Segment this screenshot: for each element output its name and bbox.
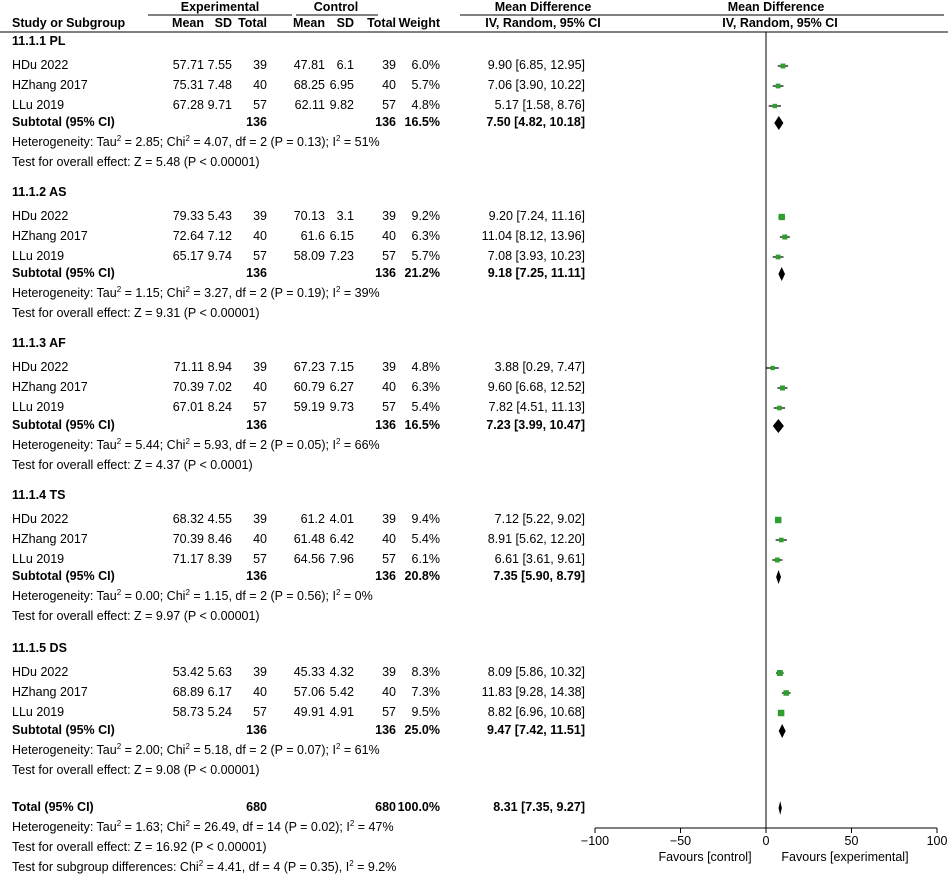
c-sd: 4.32 xyxy=(329,665,354,679)
ci-value: 9.20 [7.24, 11.16] xyxy=(488,209,585,223)
e-mean: 70.39 xyxy=(172,532,204,546)
c-mean: 58.09 xyxy=(293,249,325,263)
superscript: 2 xyxy=(116,437,122,446)
weight: 6.1% xyxy=(411,552,440,566)
sub-part: Test for subgroup differences: Chi xyxy=(12,860,199,874)
c-total: 57 xyxy=(382,98,396,112)
c-mean: 61.6 xyxy=(300,229,325,243)
het-part: Heterogeneity: Tau xyxy=(12,135,117,149)
overall-effect-text: Test for overall effect: Z = 4.37 (P < 0.0001) xyxy=(12,458,253,472)
e-sd: 5.63 xyxy=(207,665,232,679)
e-mean: 75.31 xyxy=(172,78,204,92)
ci-value: 11.83 [9.28, 14.38] xyxy=(481,685,585,699)
study-square xyxy=(770,366,774,370)
study-name: LLu 2019 xyxy=(12,98,65,112)
study-name: HZhang 2017 xyxy=(12,229,88,243)
study-name: HDu 2022 xyxy=(12,58,69,72)
c-sd: 6.42 xyxy=(329,532,354,546)
c-sd: 6.15 xyxy=(329,229,354,243)
e-total: 57 xyxy=(253,705,267,719)
c-total: 39 xyxy=(382,665,396,679)
subgroup-title: 11.1.5 DS xyxy=(12,641,67,655)
c-sd: 7.23 xyxy=(329,249,354,263)
subtotal-diamond xyxy=(776,570,781,584)
c-total: 39 xyxy=(382,58,396,72)
total-weight: 100.0% xyxy=(397,800,440,814)
x-tick-label: 100 xyxy=(926,834,948,848)
ci-value: 8.82 [6.96, 10.68] xyxy=(487,705,585,719)
c-total: 40 xyxy=(382,532,396,546)
c-total: 57 xyxy=(382,400,396,414)
overall-effect-text: Test for overall effect: Z = 9.31 (P < 0.00001) xyxy=(12,306,260,320)
x-tick-label: 50 xyxy=(844,834,859,848)
e-sd: 7.55 xyxy=(207,58,232,72)
subtotal-e-total: 136 xyxy=(246,418,267,432)
ci-value: 6.61 [3.61, 9.61] xyxy=(494,552,585,566)
superscript: 2 xyxy=(116,819,122,828)
e-total: 40 xyxy=(253,229,267,243)
c-sd: 7.15 xyxy=(329,360,354,374)
study-name: LLu 2019 xyxy=(12,400,65,414)
study-square xyxy=(779,538,784,543)
weight: 4.8% xyxy=(411,98,440,112)
weight: 6.3% xyxy=(411,229,440,243)
study-name: HZhang 2017 xyxy=(12,532,88,546)
study-name: HZhang 2017 xyxy=(12,78,88,92)
c-sd: 5.42 xyxy=(329,685,354,699)
ci-value: 7.12 [5.22, 9.02] xyxy=(494,512,585,526)
e-total: 57 xyxy=(253,552,267,566)
c-mean: 70.13 xyxy=(293,209,325,223)
e-total: 57 xyxy=(253,98,267,112)
subtotal-c-total: 136 xyxy=(375,266,396,280)
e-mean: 68.89 xyxy=(172,685,204,699)
superscript: 2 xyxy=(185,742,190,751)
e-total: 39 xyxy=(253,360,267,374)
superscript: 2 xyxy=(335,588,341,597)
subtotal-weight: 16.5% xyxy=(404,115,440,129)
weight: 9.2% xyxy=(411,209,440,223)
study-name: HDu 2022 xyxy=(12,209,69,223)
c-sd: 7.96 xyxy=(329,552,354,566)
c-mean: 61.48 xyxy=(293,532,325,546)
c-mean: 62.11 xyxy=(294,98,325,112)
ci-value: 8.09 [5.86, 10.32] xyxy=(487,665,585,679)
e-total: 39 xyxy=(253,665,267,679)
het-part: = 47% xyxy=(354,820,394,834)
e-total: 40 xyxy=(253,78,267,92)
ci-value: 8.91 [5.62, 12.20] xyxy=(487,532,585,546)
study-square xyxy=(775,517,781,523)
het-part: = 3.27, df = 2 (P = 0.19); I xyxy=(189,286,336,300)
e-sd: 6.17 xyxy=(207,685,232,699)
header-e-sd: SD xyxy=(214,16,232,30)
header-experimental: Experimental xyxy=(180,0,260,14)
subtotal-ci: 7.50 [4.82, 10.18] xyxy=(486,115,585,129)
c-mean: 59.19 xyxy=(293,400,325,414)
het-part: = 26.49, df = 14 (P = 0.02); I xyxy=(189,820,350,834)
het-part: = 1.63; Chi xyxy=(121,820,186,834)
header-e-mean: Mean xyxy=(172,16,204,30)
e-mean: 67.28 xyxy=(172,98,204,112)
favours-control-label: Favours [control] xyxy=(658,850,752,864)
superscript: 2 xyxy=(335,285,341,294)
het-part: = 51% xyxy=(340,135,380,149)
het-part: = 2.00; Chi xyxy=(121,743,186,757)
favours-experimental-label: Favours [experimental] xyxy=(781,850,909,864)
c-total: 39 xyxy=(382,360,396,374)
header-e-total: Total xyxy=(238,16,267,30)
c-total: 40 xyxy=(382,78,396,92)
subtotal-c-total: 136 xyxy=(375,569,396,583)
header-c-sd: SD xyxy=(336,16,354,30)
weight: 9.5% xyxy=(411,705,440,719)
weight: 5.7% xyxy=(411,249,440,263)
subgroup-title: 11.1.2 AS xyxy=(12,185,67,199)
e-mean: 58.73 xyxy=(172,705,204,719)
subtotal-e-total: 136 xyxy=(246,266,267,280)
sub-part: = 9.2% xyxy=(353,860,397,874)
superscript: 2 xyxy=(185,588,190,597)
study-name: HDu 2022 xyxy=(12,665,69,679)
c-total: 39 xyxy=(382,512,396,526)
superscript: 2 xyxy=(185,437,190,446)
c-total: 39 xyxy=(382,209,396,223)
e-sd: 8.39 xyxy=(207,552,232,566)
total-diamond xyxy=(779,801,782,815)
e-mean: 71.17 xyxy=(172,552,204,566)
study-square xyxy=(777,670,783,676)
e-mean: 68.32 xyxy=(172,512,204,526)
header-c-mean: Mean xyxy=(293,16,325,30)
study-square xyxy=(780,64,785,69)
e-sd: 5.24 xyxy=(207,705,232,719)
ci-value: 7.06 [3.90, 10.22] xyxy=(487,78,585,92)
het-part: Heterogeneity: Tau xyxy=(12,743,117,757)
e-total: 40 xyxy=(253,532,267,546)
het-part: = 1.15, df = 2 (P = 0.56); I xyxy=(189,589,336,603)
study-square xyxy=(778,710,784,716)
ci-value: 3.88 [0.29, 7.47] xyxy=(494,360,585,374)
subtotal-e-total: 136 xyxy=(246,569,267,583)
e-total: 39 xyxy=(253,58,267,72)
het-part: Heterogeneity: Tau xyxy=(12,820,117,834)
e-mean: 57.71 xyxy=(172,58,204,72)
study-square xyxy=(782,234,787,239)
e-total: 39 xyxy=(253,512,267,526)
e-total: 57 xyxy=(253,249,267,263)
superscript: 2 xyxy=(116,742,122,751)
c-sd: 3.1 xyxy=(336,209,354,223)
c-mean: 57.06 xyxy=(293,685,325,699)
study-name: HZhang 2017 xyxy=(12,380,88,394)
superscript: 2 xyxy=(116,588,122,597)
e-total: 39 xyxy=(253,209,267,223)
study-name: HDu 2022 xyxy=(12,512,69,526)
c-mean: 61.2 xyxy=(300,512,325,526)
total-e-total: 680 xyxy=(246,800,267,814)
e-sd: 4.55 xyxy=(207,512,232,526)
subtotal-diamond xyxy=(774,116,783,130)
c-sd: 6.27 xyxy=(329,380,354,394)
study-square xyxy=(775,558,780,563)
header-study: Study or Subgroup xyxy=(12,16,126,30)
c-total: 40 xyxy=(382,229,396,243)
subgroup-title: 11.1.3 AF xyxy=(12,336,66,350)
c-sd: 9.73 xyxy=(329,400,354,414)
sub-part: = 4.41, df = 4 (P = 0.35), I xyxy=(203,860,350,874)
weight: 4.8% xyxy=(411,360,440,374)
superscript: 2 xyxy=(349,819,355,828)
e-sd: 9.71 xyxy=(207,98,232,112)
het-part: = 0% xyxy=(340,589,373,603)
het-part: = 66% xyxy=(340,438,380,452)
total-label: Total (95% CI) xyxy=(12,800,94,814)
weight: 5.4% xyxy=(411,400,440,414)
study-square xyxy=(777,406,782,411)
study-square xyxy=(783,690,788,695)
c-total: 40 xyxy=(382,685,396,699)
subtotal-diamond xyxy=(773,419,784,433)
subtotal-ci: 7.23 [3.99, 10.47] xyxy=(486,418,585,432)
header-mean-difference: Mean Difference xyxy=(494,0,592,14)
e-total: 57 xyxy=(253,400,267,414)
subtotal-e-total: 136 xyxy=(246,115,267,129)
e-sd: 8.94 xyxy=(207,360,232,374)
subtotal-diamond xyxy=(778,267,785,281)
e-sd: 8.24 xyxy=(207,400,232,414)
e-sd: 8.46 xyxy=(207,532,232,546)
het-part: = 0.00; Chi xyxy=(121,589,186,603)
het-part: Heterogeneity: Tau xyxy=(12,438,117,452)
subtotal-weight: 25.0% xyxy=(404,723,440,737)
het-part: = 1.15; Chi xyxy=(121,286,186,300)
x-tick-label: 0 xyxy=(762,834,770,848)
superscript: 2 xyxy=(198,859,204,868)
c-mean: 49.91 xyxy=(293,705,325,719)
subtotal-c-total: 136 xyxy=(375,723,396,737)
header-control: Control xyxy=(313,0,359,14)
x-tick-label: −100 xyxy=(580,834,610,848)
c-total: 57 xyxy=(382,249,396,263)
c-mean: 64.56 xyxy=(293,552,325,566)
overall-effect-text: Test for overall effect: Z = 5.48 (P < 0.00001) xyxy=(12,155,260,169)
subtotal-label: Subtotal (95% CI) xyxy=(12,266,115,280)
c-sd: 4.01 xyxy=(329,512,354,526)
header-c-total: Total xyxy=(367,16,396,30)
e-mean: 79.33 xyxy=(172,209,204,223)
e-total: 40 xyxy=(253,380,267,394)
het-part: = 5.18, df = 2 (P = 0.07); I xyxy=(189,743,336,757)
subtotal-label: Subtotal (95% CI) xyxy=(12,723,115,737)
subtotal-c-total: 136 xyxy=(375,115,396,129)
study-square xyxy=(776,84,781,89)
het-part: Heterogeneity: Tau xyxy=(12,589,117,603)
header-method: IV, Random, 95% CI xyxy=(485,16,601,30)
x-tick-label: −50 xyxy=(669,834,692,848)
e-mean: 70.39 xyxy=(172,380,204,394)
superscript: 2 xyxy=(349,859,354,868)
weight: 9.4% xyxy=(411,512,440,526)
study-square xyxy=(773,104,777,108)
header-weight: Weight xyxy=(398,16,440,30)
het-part: Heterogeneity: Tau xyxy=(12,286,117,300)
e-sd: 9.74 xyxy=(207,249,232,263)
superscript: 2 xyxy=(335,134,341,143)
subtotal-label: Subtotal (95% CI) xyxy=(12,569,115,583)
c-mean: 60.79 xyxy=(293,380,325,394)
superscript: 2 xyxy=(335,742,341,751)
total-c-total: 680 xyxy=(375,800,396,814)
header-mean-difference-plot: Mean Difference xyxy=(727,0,825,14)
e-sd: 7.02 xyxy=(207,380,232,394)
e-mean: 67.01 xyxy=(172,400,204,414)
subtotal-weight: 20.8% xyxy=(404,569,440,583)
superscript: 2 xyxy=(185,819,190,828)
weight: 5.7% xyxy=(411,78,440,92)
c-sd: 6.1 xyxy=(336,58,354,72)
superscript: 2 xyxy=(116,134,122,143)
study-name: LLu 2019 xyxy=(12,552,65,566)
weight: 8.3% xyxy=(411,665,440,679)
subtotal-e-total: 136 xyxy=(246,723,267,737)
study-square xyxy=(776,255,781,260)
weight: 7.3% xyxy=(411,685,440,699)
c-total: 40 xyxy=(382,380,396,394)
c-total: 57 xyxy=(382,705,396,719)
het-part: = 5.93, df = 2 (P = 0.05); I xyxy=(189,438,336,452)
e-sd: 7.12 xyxy=(207,229,232,243)
subtotal-ci: 9.18 [7.25, 11.11] xyxy=(487,266,585,280)
e-sd: 5.43 xyxy=(207,209,232,223)
header-method-plot: IV, Random, 95% CI xyxy=(722,16,838,30)
ci-value: 11.04 [8.12, 13.96] xyxy=(481,229,585,243)
total-ci: 8.31 [7.35, 9.27] xyxy=(493,800,585,814)
e-mean: 53.42 xyxy=(172,665,204,679)
superscript: 2 xyxy=(185,285,190,294)
c-total: 57 xyxy=(382,552,396,566)
weight: 6.0% xyxy=(411,58,440,72)
subtotal-ci: 7.35 [5.90, 8.79] xyxy=(493,569,585,583)
ci-value: 9.60 [6.68, 12.52] xyxy=(487,380,585,394)
c-mean: 67.23 xyxy=(293,360,325,374)
total-overall-effect-text: Test for overall effect: Z = 16.92 (P < 0.00001) xyxy=(12,840,267,854)
subtotal-weight: 21.2% xyxy=(404,266,440,280)
study-name: LLu 2019 xyxy=(12,249,65,263)
c-sd: 6.95 xyxy=(329,78,354,92)
het-part: = 61% xyxy=(340,743,380,757)
subgroup-title: 11.1.1 PL xyxy=(12,34,66,48)
e-sd: 7.48 xyxy=(207,78,232,92)
e-mean: 71.11 xyxy=(173,360,204,374)
subtotal-ci: 9.47 [7.42, 11.51] xyxy=(487,723,585,737)
subtotal-weight: 16.5% xyxy=(404,418,440,432)
weight: 5.4% xyxy=(411,532,440,546)
c-mean: 47.81 xyxy=(293,58,325,72)
c-mean: 45.33 xyxy=(293,665,325,679)
ci-value: 7.82 [4.51, 11.13] xyxy=(488,400,585,414)
het-part: = 4.07, df = 2 (P = 0.13); I xyxy=(189,135,336,149)
subgroup-title: 11.1.4 TS xyxy=(12,488,66,502)
het-part: = 39% xyxy=(340,286,380,300)
study-square xyxy=(780,385,785,390)
c-mean: 68.25 xyxy=(293,78,325,92)
subtotal-diamond xyxy=(779,724,786,738)
subtotal-label: Subtotal (95% CI) xyxy=(12,115,115,129)
superscript: 2 xyxy=(185,134,190,143)
subtotal-label: Subtotal (95% CI) xyxy=(12,418,115,432)
overall-effect-text: Test for overall effect: Z = 9.08 (P < 0.00001) xyxy=(12,763,260,777)
study-name: HZhang 2017 xyxy=(12,685,88,699)
ci-value: 9.90 [6.85, 12.95] xyxy=(487,58,585,72)
ci-value: 5.17 [1.58, 8.76] xyxy=(494,98,585,112)
weight: 6.3% xyxy=(411,380,440,394)
ci-value: 7.08 [3.93, 10.23] xyxy=(487,249,585,263)
subtotal-c-total: 136 xyxy=(375,418,396,432)
study-name: HDu 2022 xyxy=(12,360,69,374)
e-mean: 65.17 xyxy=(172,249,204,263)
het-part: = 5.44; Chi xyxy=(121,438,186,452)
study-square xyxy=(779,214,785,220)
e-total: 40 xyxy=(253,685,267,699)
c-sd: 4.91 xyxy=(329,705,354,719)
het-part: = 2.85; Chi xyxy=(121,135,186,149)
overall-effect-text: Test for overall effect: Z = 9.97 (P < 0.00001) xyxy=(12,609,260,623)
e-mean: 72.64 xyxy=(172,229,204,243)
study-name: LLu 2019 xyxy=(12,705,65,719)
superscript: 2 xyxy=(116,285,122,294)
superscript: 2 xyxy=(335,437,341,446)
c-sd: 9.82 xyxy=(329,98,354,112)
